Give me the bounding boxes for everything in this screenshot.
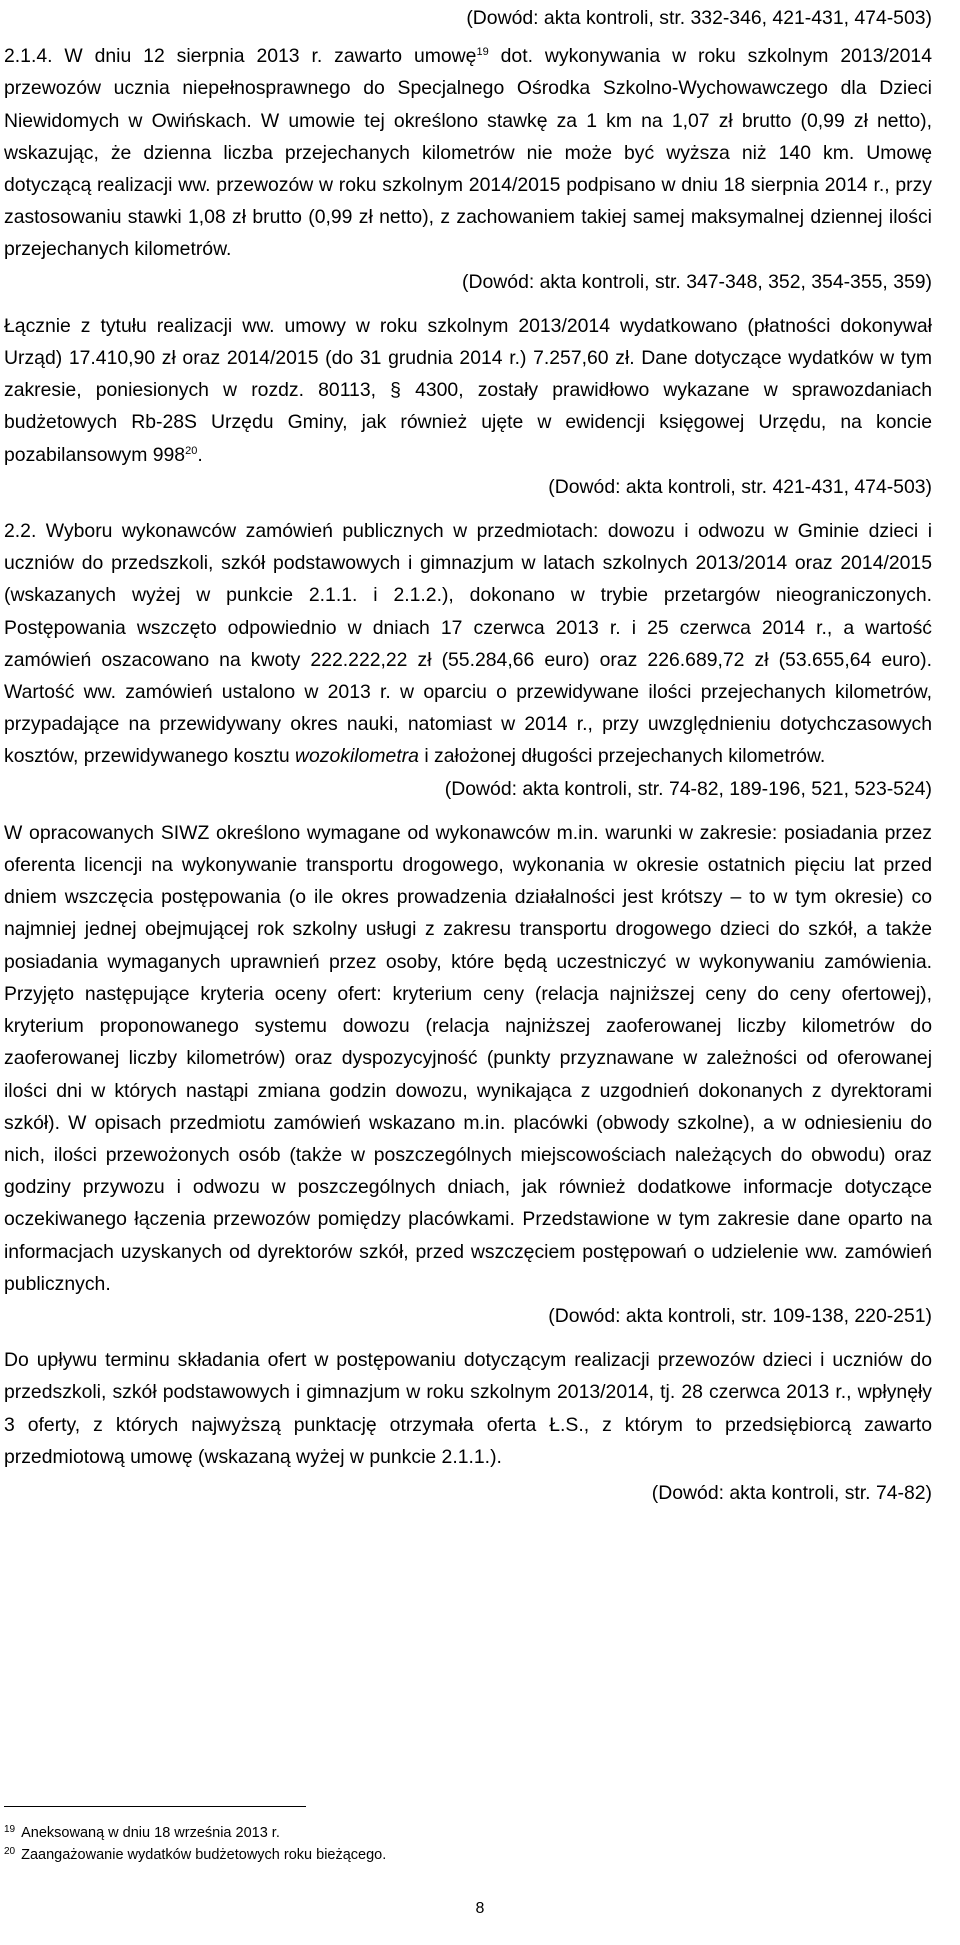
source-citation: (Dowód: akta kontroli, str. 74-82, 189-196, 521, 523-524) bbox=[444, 777, 932, 800]
source-citation: (Dowód: akta kontroli, str. 347-348, 352, 354-355, 359) bbox=[462, 270, 932, 293]
paragraph-text: dot. wykonywania w roku szkolnym 2013/2014 przewozów ucznia niepełnosprawnego do Specjalnego Ośrodka Szkolno-Wychowawczego dla Dzieci Niewidomych w Owińskach. W umowie tej określono stawkę za 1 km na 1,07 zł brutto (0,99 zł netto), wskazując, że dzienna liczba przejechanych kilometrów nie może być wyższa niż 140 km. Umowę dotyczącą realizacji ww. przewozów w roku szkolnym 2014/2015 podpisano w dniu 18 sierpnia 2014 r., przy zastosowaniu stawki 1,08 zł brutto (0,99 zł netto), z zachowaniem takiej samej maksymalnej dziennej ilości przejechanych kilometrów. bbox=[4, 45, 932, 261]
footnote-ref: 19 bbox=[476, 46, 489, 59]
footnote-separator bbox=[4, 1806, 306, 1807]
paragraph-total-spending bbox=[4, 310, 932, 471]
paragraph-text: 2.1.4. W dniu 12 sierpnia 2013 r. zawarto umowę bbox=[4, 45, 477, 68]
source-citation: (Dowód: akta kontroli, str. 332-346, 421-431, 474-503) bbox=[466, 7, 932, 29]
footnote-text: Aneksowaną w dniu 18 września 2013 r. bbox=[21, 1825, 280, 1841]
source-citation: (Dowód: akta kontroli, str. 109-138, 220-251) bbox=[548, 1304, 932, 1327]
paragraph-offers: Do upływu terminu składania ofert w postępowaniu dotyczącym realizacji przewozów dzieci i uczniów do przedszkoli, szkół podstawowych i gimnazjum w roku szkolnym 2013/2014, tj. 28 czerwca 2013 r., wpłynęły 3 oferty, z których najwyższą punktację otrzymała oferta Ł.S., z którym to przedsiębiorcą zawarto przedmiotową umowę (wskazaną wyżej w punkcie 2.1.1.). bbox=[4, 1349, 932, 1468]
paragraph-siwz: W opracowanych SIWZ określono wymagane od wykonawców m.in. warunki w zakresie: posiadania przez oferenta licencji na wykonywanie transportu drogowego, wykonania w okresie ostatnich pięciu lat przed dniem wszczęcia postępowania (o ile okres prowadzenia działalności jest krótszy – to w tym okresie) co najmniej jednej obejmującej rok szkolny usługi z zakresu transportu drogowego dzieci do szkół, a także posiadania wymaganych uprawnień przez osoby, które będą uczestniczyć w wykonywaniu zamówienia. Przyjęto następujące kryteria oceny ofert: kryterium ceny (relacja najniższej ceny do ceny ofertowej), kryterium proponowanego systemu dowozu (relacja najniższej zaoferowanej liczby kilometrów do zaoferowanej liczby kilometrów) oraz dyspozycyjność (punkty przyznawane w zależności od oferowanej ilości dni w których nastąpi zmiana godzin dowozu, wynikająca z uzgodnień dokonanych z dyrektorami szkół). W opisach przedmiotu zamówień wskazano m.in. placówki (obwody szkolne), a w odniesieniu do nich, ilości przewożonych osób (także w poszczególnych miejscowościach należących do obwodu) oraz godziny przywozu i odwozu w poszczególnych dniach, jak również dodatkowe informacje dotyczące oczekiwanego łączenia przewozów pomiędzy placówkami. Przedstawione w tym zakresie dane oparto na informacjach uzyskanych od dyrektorów szkół, przed wszczęciem postępowań o udzielenie ww. zamówień publicznych. bbox=[4, 821, 932, 1295]
footnote-number: 19 bbox=[4, 1824, 16, 1835]
source-citation: (Dowód: akta kontroli, str. 421-431, 474-503) bbox=[548, 475, 932, 498]
footnote-number: 20 bbox=[4, 1846, 16, 1857]
footnotes bbox=[4, 1822, 386, 1866]
paragraph-text: i założonej długości przejechanych kilometrów. bbox=[418, 745, 826, 768]
source-citation: (Dowód: akta kontroli, str. 74-82) bbox=[651, 1481, 932, 1504]
paragraph-2-1-4 bbox=[4, 40, 932, 265]
paragraph-text: 2.2. Wyboru wykonawców zamówień publicznych w przedmiotach: dowozu i odwozu w Gminie dzieci i uczniów do przedszkoli, szkół podstawowych i gimnazjum w latach szkolnych 2013/2014 oraz 2014/2015 (wskazanych wyżej w punkcie 2.1.1. i 2.1.2.), dokonano w trybie przetargów nieograniczonych. Postępowania wszczęto odpowiednio w dniach 17 czerwca 2013 r. i 25 czerwca 2014 r., a wartość zamówień oszacowano na kwoty 222.222,22 zł (55.284,66 euro) oraz 226.689,72 zł (53.655,64 euro). Wartość ww. zamówień ustalono w 2013 r. w oparciu o przewidywane ilości przejechanych kilometrów, przypadające na przewidywany okres nauki, natomiast w 2014 r., przy uwzględnieniu dotychczasowych kosztów, przewidywanego kosztu bbox=[4, 520, 932, 768]
emphasized-term: wozokilometra bbox=[295, 745, 419, 768]
paragraph-text: Łącznie z tytułu realizacji ww. umowy w roku szkolnym 2013/2014 wydatkowano (płatności dokonywał Urząd) 17.410,90 zł oraz 2014/2015 (do 31 grudnia 2014 r.) 7.257,60 zł. Dane dotyczące wydatków w tym zakresie, poniesionych w rozdz. 80113, § 4300, zostały prawidłowo wykazane w sprawozdaniach budżetowych Rb-28S Urzędu Gminy, jak również ujęte w ewidencji księgowej Urzędu, na koncie pozabilansowym 998 bbox=[4, 314, 932, 466]
footnote-text: Zaangażowanie wydatków budżetowych roku bieżącego. bbox=[21, 1847, 387, 1863]
footnote-ref: 20 bbox=[185, 444, 198, 457]
paragraph-text: . bbox=[197, 443, 203, 466]
paragraph-2-2 bbox=[4, 515, 932, 773]
document-body bbox=[4, 2, 932, 1509]
page-number: 8 bbox=[475, 1900, 485, 1917]
footnote-item bbox=[4, 1822, 386, 1844]
footnote-item bbox=[4, 1844, 386, 1866]
